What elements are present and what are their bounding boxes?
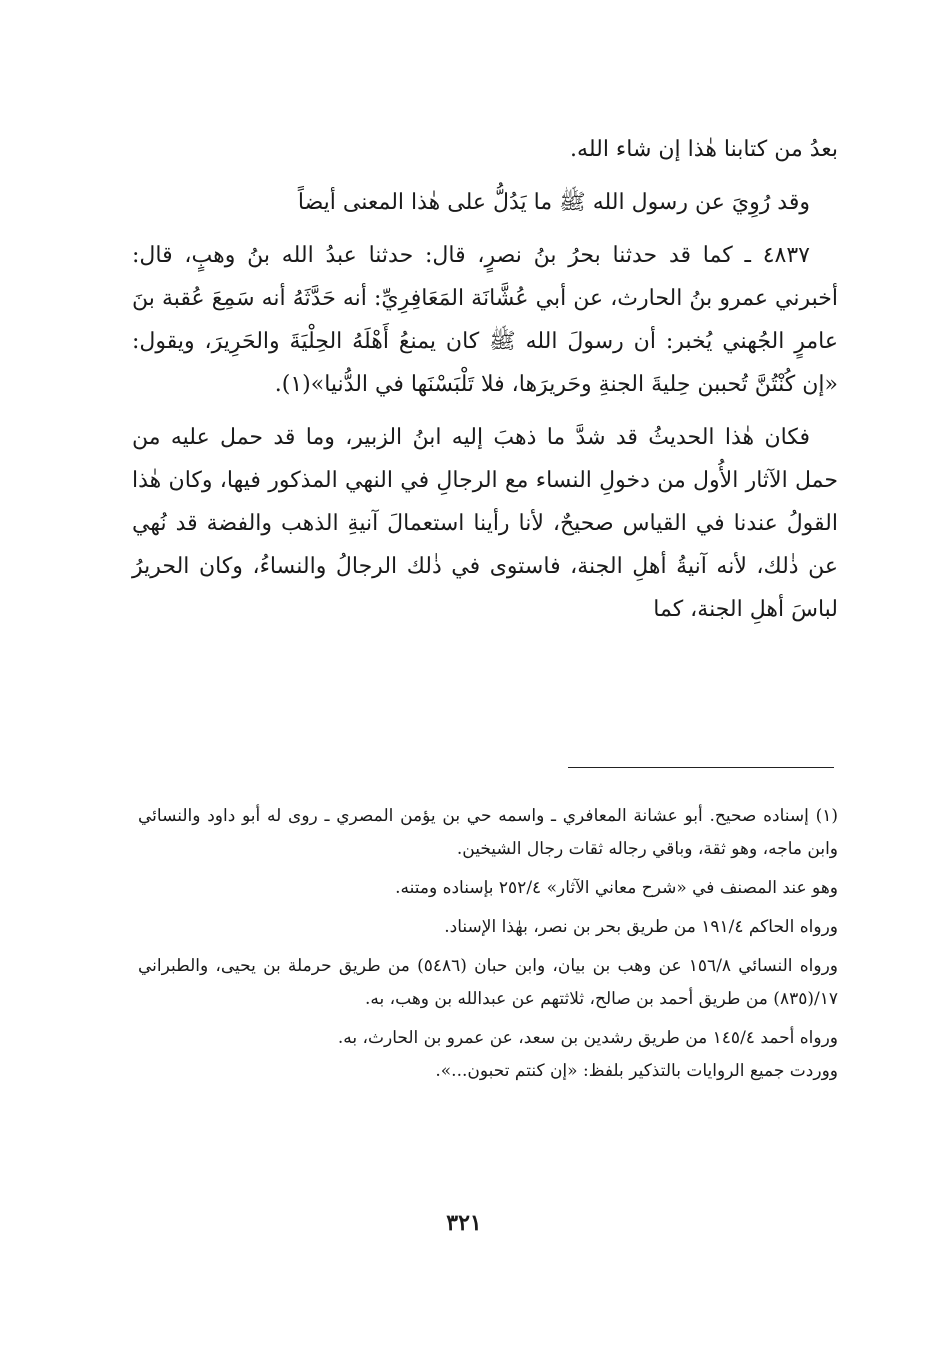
paragraph-intro: وقد رُوِيَ عن رسول الله ﷺ ما يَدُلُّ على هٰذا المعنى أيضاً — [297, 190, 810, 215]
page-number: ٣٢١ — [446, 1210, 482, 1236]
paragraph-commentary: فكان هٰذا الحديثُ قد شدَّ ما ذهبَ إليه ابنُ الزبير، وما قد حمل عليه من حمل الآثار الأُول من دخولِ النساء مع الرجالِ في النهي المذكور فيها، وكان هٰذا القولُ عندنا في القياس صحيحٌ، لأنا رأينا استعمالَ آنيةِ الذهب والفضة قد نُهي عن ذٰلك، لأنه آنيةُ أهلِ الجنة، فاستوى في ذٰلك الرجالُ والنساءُ، وكان الحريرُ لباسَ أهلِ الجنة، كما — [132, 425, 838, 622]
footnote-line: ورواه النسائي ١٥٦/٨ عن وهب بن بيان، وابن حبان (٥٤٨٦) من طريق حرملة بن يحيى، والطبراني ١٧/(٨٣٥) من طريق أحمد بن صالح، ثلاثتهم عن عبدالله بن وهب، به. — [138, 956, 838, 1009]
hadith-4837: ٤٨٣٧ ـ كما قد حدثنا بحرُ بنُ نصرٍ، قال: حدثنا عبدُ الله بنُ وهبٍ، قال: أخبرني عمرو بنُ الحارث، عن أبي عُشَّانَة المَعَافِرِيِّ: أنه حَدَّثَهُ أنه سَمِعَ عُقبة بنَ عامرٍ الجُهني يُخبر: أن رسولَ الله ﷺ كان يمنعُ أَهْلَهُ الحِلْيَةَ والحَرِيرَ، ويقول: «إن كُنْتُنَّ تُحببن حِليةَ الجنةِ وحَريرَها، فلا تَلْبَسْنَها في الدُّنيا»(١). — [132, 243, 838, 397]
footnote-1: (١) إسناده صحيح. أبو عشانة المعافري ـ واسمه حي بن يؤمن المصري ـ روى له أبو داود والنسائي وابن ماجه، وهو ثقة، وباقي رجاله ثقات رجال الشيخين. — [138, 806, 838, 859]
paragraph-continuation: بعدُ من كتابنا هٰذا إن شاء الله. — [570, 137, 838, 162]
footnotes — [138, 800, 838, 1088]
footnote-line: ووردت جميع الروايات بالتذكير بلفظ: «إن كنتم تحبون...». — [435, 1061, 838, 1081]
footnote-line: ورواه الحاكم ١٩١/٤ من طريق بحر بن نصر، بهٰذا الإسناد. — [444, 917, 838, 937]
footnote-separator — [568, 767, 834, 768]
footnote-line: ورواه أحمد ١٤٥/٤ من طريق رشدين بن سعد، عن عمرو بن الحارث، به. — [337, 1028, 838, 1048]
footnote-line: وهو عند المصنف في «شرح معاني الآثار» ٢٥٢/٤ بإسناده ومتنه. — [395, 878, 838, 898]
main-text — [132, 128, 838, 631]
